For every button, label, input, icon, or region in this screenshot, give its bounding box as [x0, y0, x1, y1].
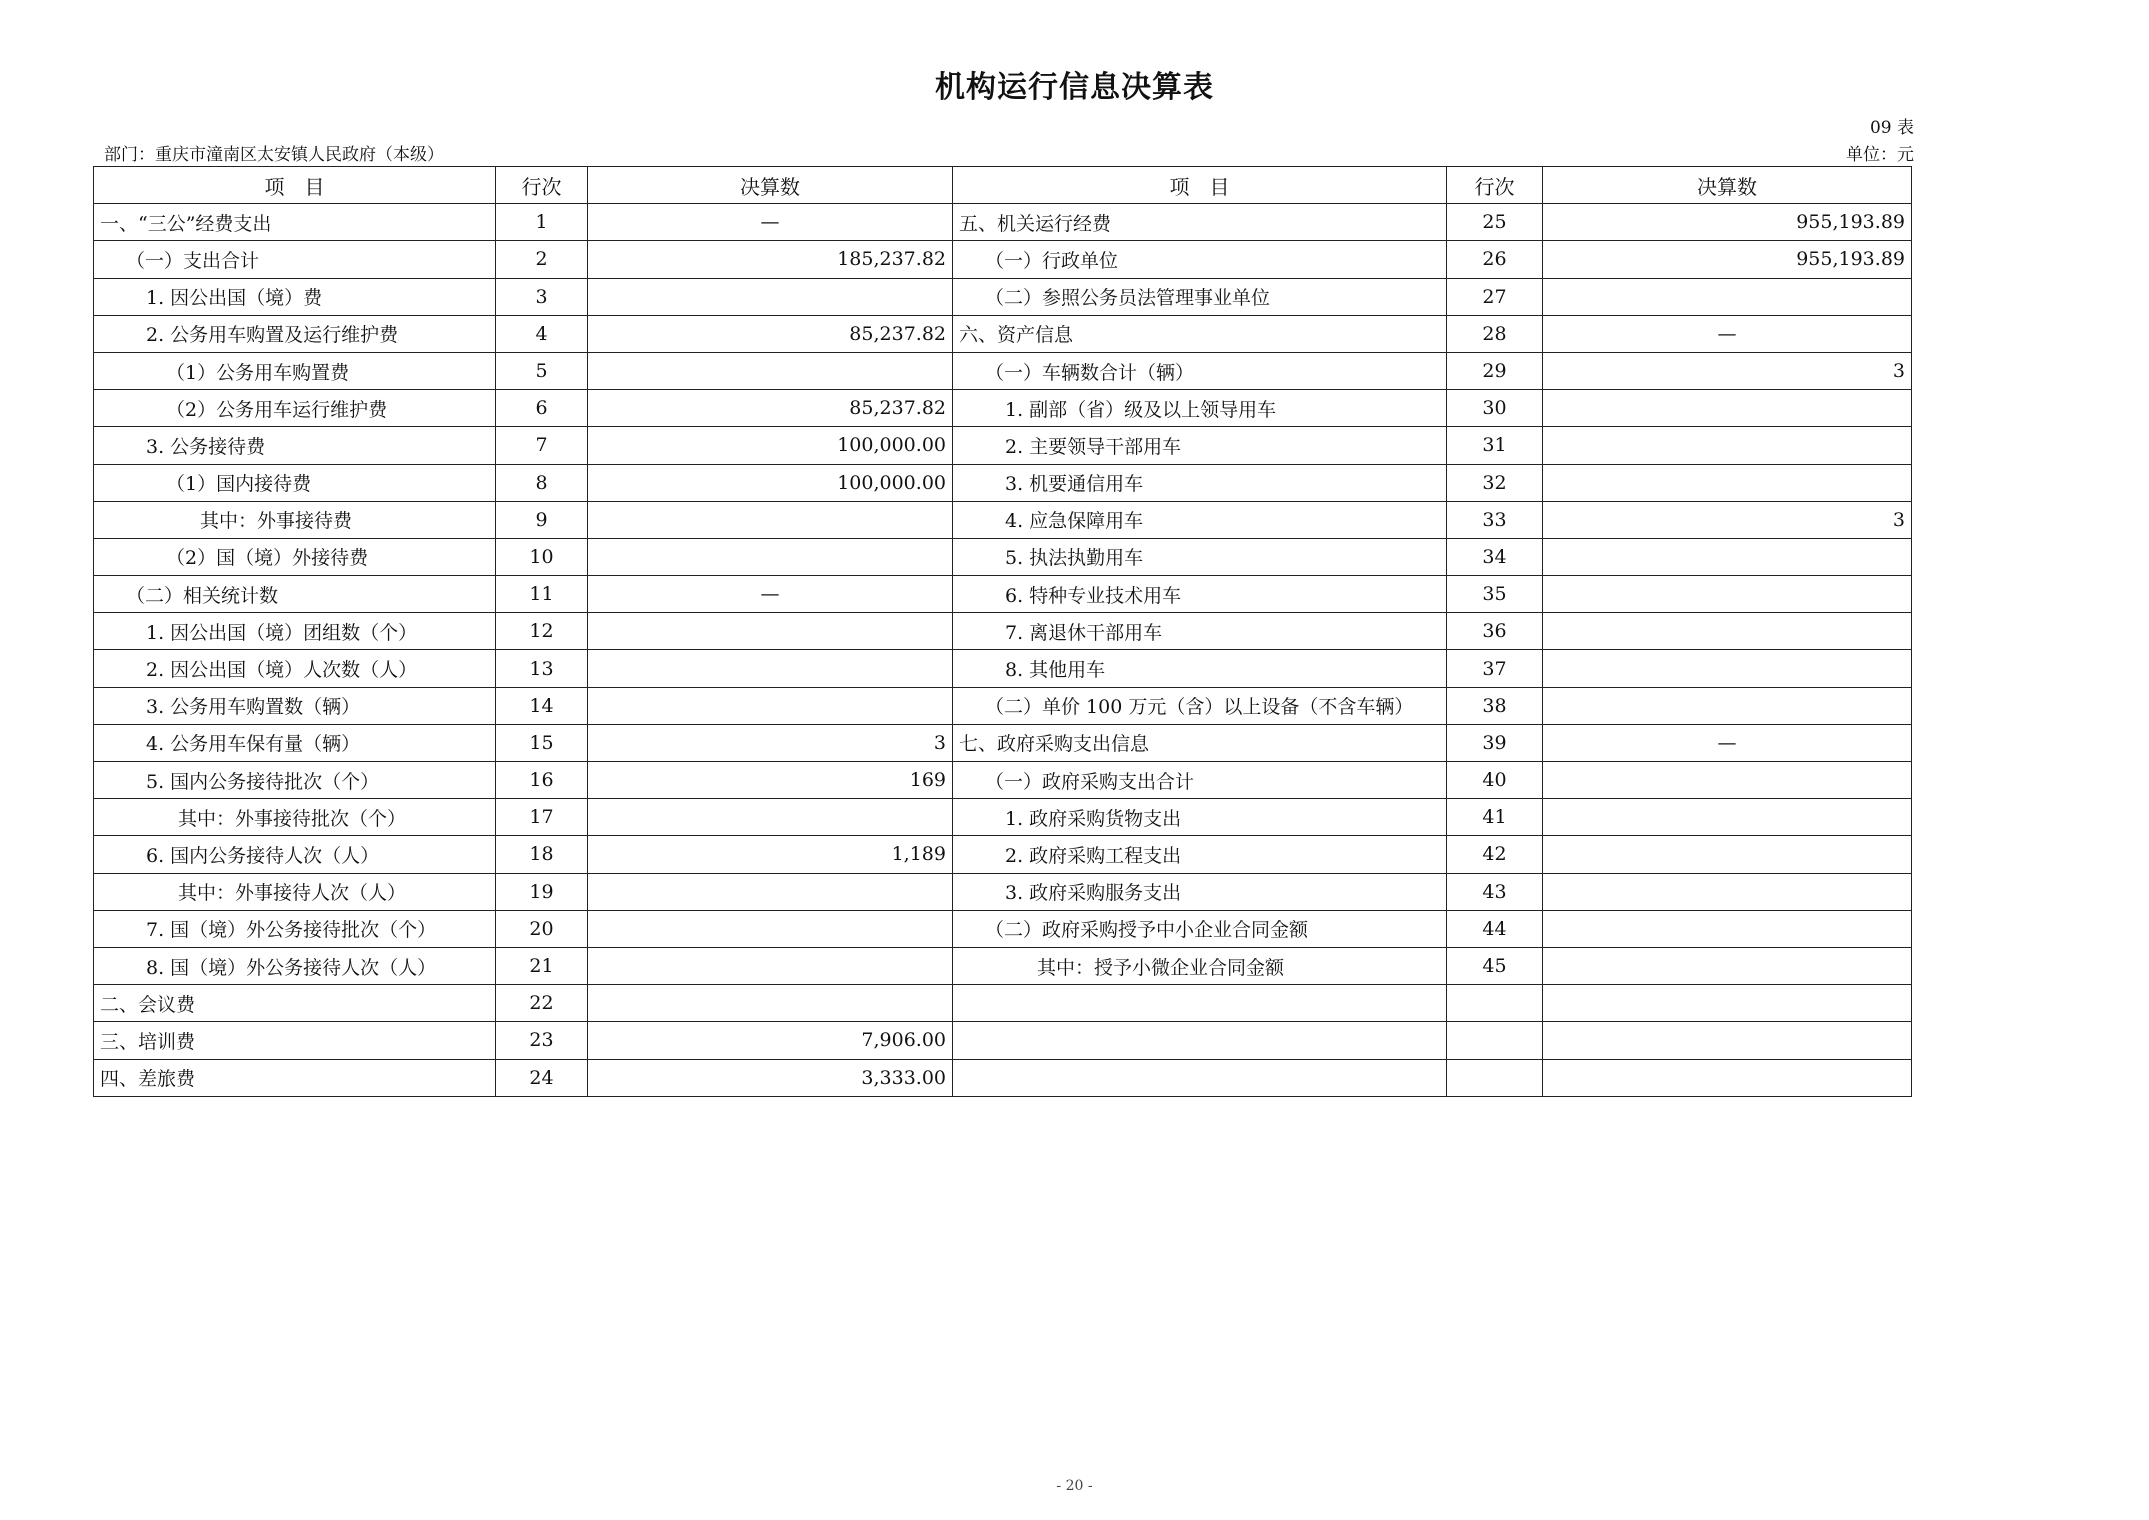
right-amount-cell	[1543, 427, 1912, 464]
right-item-header: 项 目	[953, 167, 1447, 204]
left-item-cell: 4. 公务用车保有量（辆）	[94, 724, 496, 761]
right-amount-cell	[1543, 836, 1912, 873]
table-row	[94, 873, 1912, 910]
left-amount-cell	[588, 687, 953, 724]
right-item-cell: （一）政府采购支出合计	[953, 762, 1447, 799]
right-item-cell: 4. 应急保障用车	[953, 501, 1447, 538]
right-row-no-cell: 40	[1447, 762, 1543, 799]
left-item-cell: 7. 国（境）外公务接待批次（个）	[94, 910, 496, 947]
right-row-no-cell: 35	[1447, 576, 1543, 613]
right-amount-cell	[1543, 910, 1912, 947]
right-item-cell: 2. 主要领导干部用车	[953, 427, 1447, 464]
left-amount-cell: 100,000.00	[588, 427, 953, 464]
right-item-cell: 五、机关运行经费	[953, 204, 1447, 241]
right-row-no-cell: 45	[1447, 947, 1543, 984]
left-row-no-cell: 24	[496, 1059, 588, 1096]
table-row	[94, 985, 1912, 1022]
left-amount-cell	[588, 613, 953, 650]
right-row-no-cell: 30	[1447, 390, 1543, 427]
right-item-cell: 七、政府采购支出信息	[953, 724, 1447, 761]
left-amount-cell	[588, 278, 953, 315]
table-header-row	[94, 167, 1912, 204]
left-item-cell: 8. 国（境）外公务接待人次（人）	[94, 947, 496, 984]
left-item-cell: （1）国内接待费	[94, 464, 496, 501]
right-item-cell: 1. 政府采购货物支出	[953, 799, 1447, 836]
right-item-cell: 8. 其他用车	[953, 650, 1447, 687]
left-amount-cell: 169	[588, 762, 953, 799]
left-row-no-cell: 7	[496, 427, 588, 464]
left-row-no-cell: 8	[496, 464, 588, 501]
right-amount-cell	[1543, 687, 1912, 724]
table-row	[94, 762, 1912, 799]
left-item-cell: 其中：外事接待费	[94, 501, 496, 538]
table-row	[94, 464, 1912, 501]
right-amount-cell	[1543, 873, 1912, 910]
left-amount-cell: —	[588, 204, 953, 241]
right-row-no-cell: 33	[1447, 501, 1543, 538]
right-row-no-cell: 39	[1447, 724, 1543, 761]
left-item-cell: 3. 公务接待费	[94, 427, 496, 464]
left-item-cell: （2）国（境）外接待费	[94, 538, 496, 575]
right-item-cell	[953, 1022, 1447, 1059]
department-label: 部门：重庆市潼南区太安镇人民政府（本级）	[104, 145, 444, 165]
table-row	[94, 427, 1912, 464]
right-item-cell: 5. 执法执勤用车	[953, 538, 1447, 575]
operation-info-table	[93, 166, 1912, 1097]
left-item-cell: 2. 因公出国（境）人次数（人）	[94, 650, 496, 687]
left-row-no-cell: 3	[496, 278, 588, 315]
left-row-no-cell: 19	[496, 873, 588, 910]
document-title: 机构运行信息决算表	[935, 70, 1214, 105]
right-row-no-cell: 27	[1447, 278, 1543, 315]
table-row	[94, 650, 1912, 687]
left-item-cell: 6. 国内公务接待人次（人）	[94, 836, 496, 873]
left-row-no-cell: 17	[496, 799, 588, 836]
left-item-cell: 二、会议费	[94, 985, 496, 1022]
table-row	[94, 910, 1912, 947]
left-amount-cell: 7,906.00	[588, 1022, 953, 1059]
left-row-no-cell: 2	[496, 241, 588, 278]
right-row-no-cell: 25	[1447, 204, 1543, 241]
left-item-cell: 3. 公务用车购置数（辆）	[94, 687, 496, 724]
table-row	[94, 390, 1912, 427]
left-row-no-cell: 23	[496, 1022, 588, 1059]
left-row-no-cell: 14	[496, 687, 588, 724]
right-amount-cell	[1543, 464, 1912, 501]
left-row-no-cell: 10	[496, 538, 588, 575]
right-amount-cell	[1543, 576, 1912, 613]
table-row	[94, 352, 1912, 389]
left-item-cell: 其中：外事接待批次（个）	[94, 799, 496, 836]
right-row-no-cell	[1447, 1059, 1543, 1096]
left-row-no-header: 行次	[496, 167, 588, 204]
left-row-no-cell: 9	[496, 501, 588, 538]
table-body	[94, 204, 1912, 1097]
left-item-cell: 1. 因公出国（境）费	[94, 278, 496, 315]
left-amount-cell: 1,189	[588, 836, 953, 873]
right-item-cell: 7. 离退休干部用车	[953, 613, 1447, 650]
left-amount-cell	[588, 650, 953, 687]
right-amount-cell: 3	[1543, 352, 1912, 389]
left-amount-cell	[588, 985, 953, 1022]
right-row-no-cell: 41	[1447, 799, 1543, 836]
left-row-no-cell: 11	[496, 576, 588, 613]
right-row-no-cell: 28	[1447, 315, 1543, 352]
right-item-cell: （二）参照公务员法管理事业单位	[953, 278, 1447, 315]
right-item-cell: 3. 政府采购服务支出	[953, 873, 1447, 910]
right-amount-cell	[1543, 613, 1912, 650]
right-row-no-cell: 44	[1447, 910, 1543, 947]
right-row-no-cell: 36	[1447, 613, 1543, 650]
table-row	[94, 204, 1912, 241]
right-amount-cell	[1543, 538, 1912, 575]
left-amount-cell: 185,237.82	[588, 241, 953, 278]
table-row	[94, 278, 1912, 315]
left-row-no-cell: 4	[496, 315, 588, 352]
page-number: - 20 -	[1056, 1478, 1093, 1494]
right-amount-cell	[1543, 762, 1912, 799]
right-amount-cell	[1543, 1022, 1912, 1059]
left-amount-cell: —	[588, 576, 953, 613]
right-row-no-cell	[1447, 985, 1543, 1022]
right-row-no-cell: 26	[1447, 241, 1543, 278]
right-item-cell: 1. 副部（省）级及以上领导用车	[953, 390, 1447, 427]
right-amount-cell: —	[1543, 724, 1912, 761]
left-row-no-cell: 15	[496, 724, 588, 761]
left-row-no-cell: 6	[496, 390, 588, 427]
left-amount-cell: 85,237.82	[588, 390, 953, 427]
right-item-cell: （二）单价 100 万元（含）以上设备（不含车辆）	[953, 687, 1447, 724]
right-amount-cell	[1543, 650, 1912, 687]
left-row-no-cell: 18	[496, 836, 588, 873]
left-item-cell: （二）相关统计数	[94, 576, 496, 613]
left-amount-cell: 3,333.00	[588, 1059, 953, 1096]
left-item-header: 项 目	[94, 167, 496, 204]
left-amount-header: 决算数	[588, 167, 953, 204]
table-row	[94, 836, 1912, 873]
left-item-cell: 四、差旅费	[94, 1059, 496, 1096]
right-amount-cell	[1543, 278, 1912, 315]
left-amount-cell	[588, 799, 953, 836]
right-amount-cell	[1543, 390, 1912, 427]
left-item-cell: （2）公务用车运行维护费	[94, 390, 496, 427]
right-row-no-header: 行次	[1447, 167, 1543, 204]
left-item-cell: （一）支出合计	[94, 241, 496, 278]
table-row	[94, 538, 1912, 575]
left-amount-cell	[588, 910, 953, 947]
right-amount-cell	[1543, 1059, 1912, 1096]
left-item-cell: 三、培训费	[94, 1022, 496, 1059]
left-row-no-cell: 22	[496, 985, 588, 1022]
right-row-no-cell: 37	[1447, 650, 1543, 687]
left-row-no-cell: 5	[496, 352, 588, 389]
left-item-cell: 其中：外事接待人次（人）	[94, 873, 496, 910]
table-row	[94, 613, 1912, 650]
table-row	[94, 947, 1912, 984]
right-row-no-cell: 32	[1447, 464, 1543, 501]
table-row	[94, 799, 1912, 836]
table-row	[94, 1022, 1912, 1059]
left-amount-cell	[588, 501, 953, 538]
right-row-no-cell	[1447, 1022, 1543, 1059]
table-row	[94, 724, 1912, 761]
right-amount-header: 决算数	[1543, 167, 1912, 204]
right-item-cell: 其中：授予小微企业合同金额	[953, 947, 1447, 984]
left-amount-cell	[588, 538, 953, 575]
right-row-no-cell: 31	[1447, 427, 1543, 464]
left-amount-cell	[588, 947, 953, 984]
right-row-no-cell: 42	[1447, 836, 1543, 873]
right-amount-cell: 955,193.89	[1543, 204, 1912, 241]
left-item-cell: 一、“三公”经费支出	[94, 204, 496, 241]
left-row-no-cell: 16	[496, 762, 588, 799]
left-row-no-cell: 12	[496, 613, 588, 650]
right-amount-cell: —	[1543, 315, 1912, 352]
right-item-cell: 2. 政府采购工程支出	[953, 836, 1447, 873]
left-row-no-cell: 21	[496, 947, 588, 984]
left-amount-cell: 100,000.00	[588, 464, 953, 501]
right-amount-cell	[1543, 985, 1912, 1022]
right-amount-cell	[1543, 799, 1912, 836]
left-item-cell: 5. 国内公务接待批次（个）	[94, 762, 496, 799]
unit-label: 单位：元	[1846, 145, 1914, 165]
right-item-cell: 3. 机要通信用车	[953, 464, 1447, 501]
right-amount-cell: 3	[1543, 501, 1912, 538]
table-row	[94, 687, 1912, 724]
table-row	[94, 241, 1912, 278]
left-amount-cell	[588, 352, 953, 389]
right-item-cell: （一）车辆数合计（辆）	[953, 352, 1447, 389]
left-amount-cell: 85,237.82	[588, 315, 953, 352]
right-row-no-cell: 34	[1447, 538, 1543, 575]
left-row-no-cell: 1	[496, 204, 588, 241]
right-item-cell: 六、资产信息	[953, 315, 1447, 352]
table-row	[94, 1059, 1912, 1096]
left-row-no-cell: 20	[496, 910, 588, 947]
left-item-cell: 2. 公务用车购置及运行维护费	[94, 315, 496, 352]
right-item-cell: （一）行政单位	[953, 241, 1447, 278]
right-item-cell	[953, 1059, 1447, 1096]
left-row-no-cell: 13	[496, 650, 588, 687]
table-row	[94, 501, 1912, 538]
left-amount-cell	[588, 873, 953, 910]
table-row	[94, 315, 1912, 352]
right-row-no-cell: 29	[1447, 352, 1543, 389]
right-item-cell: 6. 特种专业技术用车	[953, 576, 1447, 613]
right-amount-cell	[1543, 947, 1912, 984]
right-item-cell	[953, 985, 1447, 1022]
right-amount-cell: 955,193.89	[1543, 241, 1912, 278]
right-row-no-cell: 43	[1447, 873, 1543, 910]
left-item-cell: （1）公务用车购置费	[94, 352, 496, 389]
table-number: 09 表	[1869, 118, 1914, 138]
left-amount-cell: 3	[588, 724, 953, 761]
left-item-cell: 1. 因公出国（境）团组数（个）	[94, 613, 496, 650]
table-row	[94, 576, 1912, 613]
right-row-no-cell: 38	[1447, 687, 1543, 724]
right-item-cell: （二）政府采购授予中小企业合同金额	[953, 910, 1447, 947]
